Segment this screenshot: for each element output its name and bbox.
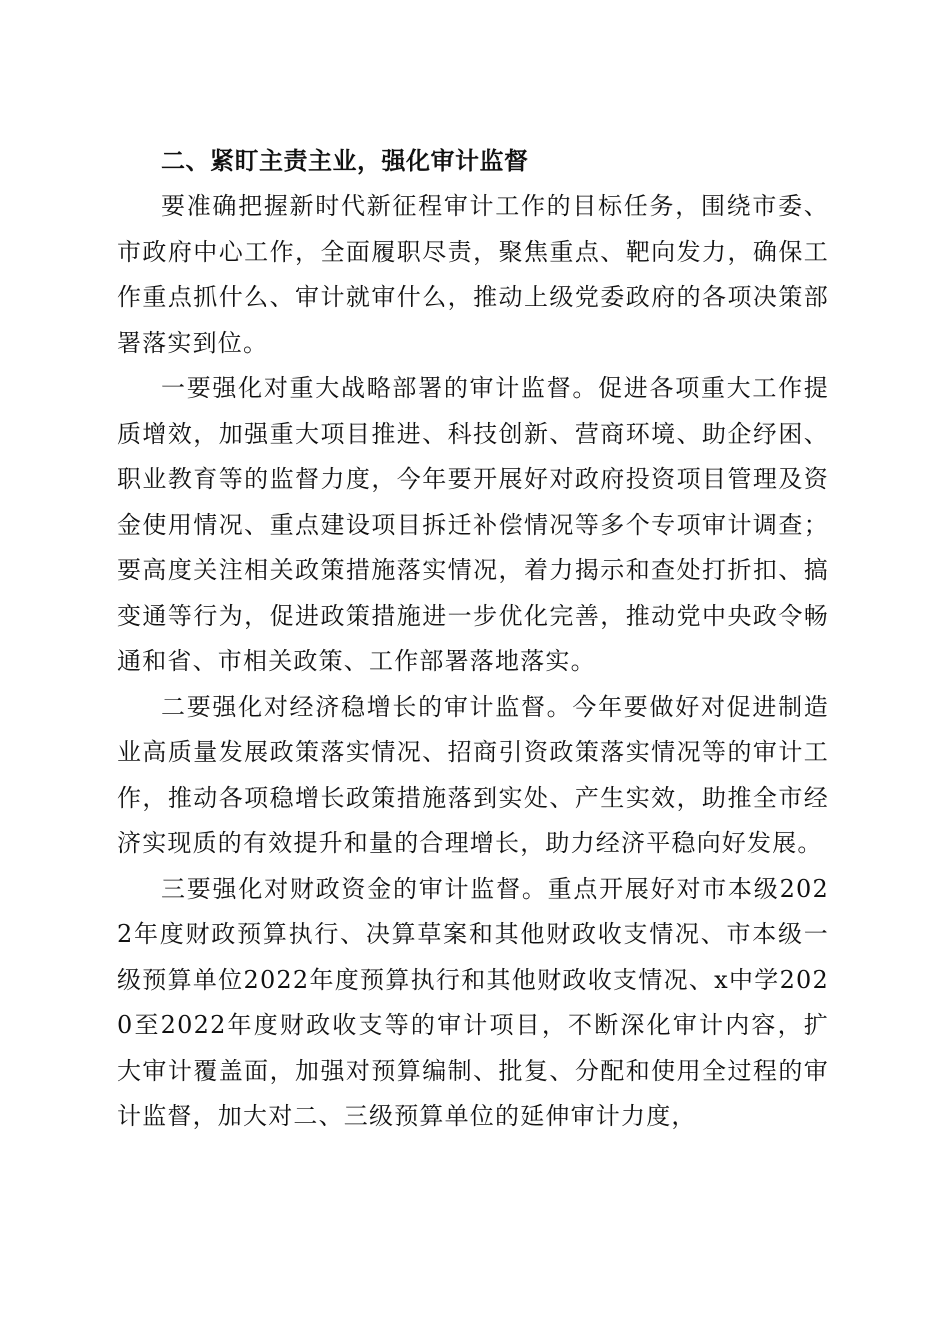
document-body (117, 138, 829, 1140)
paragraph-strategy: 一要强化对重大战略部署的审计监督。促进各项重大工作提质增效，加强重大项目推进、科技创新、营商环境、助企纾困、职业教育等的监督力度，今年要开展好对政府投资项目管理及资金使用情况、重点建设项目拆迁补偿情况等多个专项审计调查；要高度关注相关政策措施落实情况，着力揭示和查处打折扣、搞变通等行为，促进政策措施进一步优化完善，推动党中央政令畅通和省、市相关政策、工作部署落地落实。 (117, 374, 829, 675)
paragraph-finance: 三要强化对财政资金的审计监督。重点开展好对市本级2022年度财政预算执行、决算草案和其他财政收支情况、市本级一级预算单位2022年度预算执行和其他财政收支情况、x中学2020至2022年度财政收支等的审计项目，不断深化审计内容，扩大审计覆盖面，加强对预算编制、批复、分配和使用全过程的审计监督，加大对二、三级预算单位的延伸审计力度， (117, 874, 829, 1130)
paragraph-intro: 要准确把握新时代新征程审计工作的目标任务，围绕市委、市政府中心工作，全面履职尽责，聚焦重点、靶向发力，确保工作重点抓什么、审计就审什么，推动上级党委政府的各项决策部署落实到位。 (117, 192, 829, 357)
section-heading: 二、紧盯主责主业，强化审计监督 (161, 147, 529, 175)
paragraph-growth: 二要强化对经济稳增长的审计监督。今年要做好对促进制造业高质量发展政策落实情况、招商引资政策落实情况等的审计工作，推动各项稳增长政策措施落到实处、产生实效，助推全市经济实现质的有效提升和量的合理增长，助力经济平稳向好发展。 (117, 692, 829, 857)
